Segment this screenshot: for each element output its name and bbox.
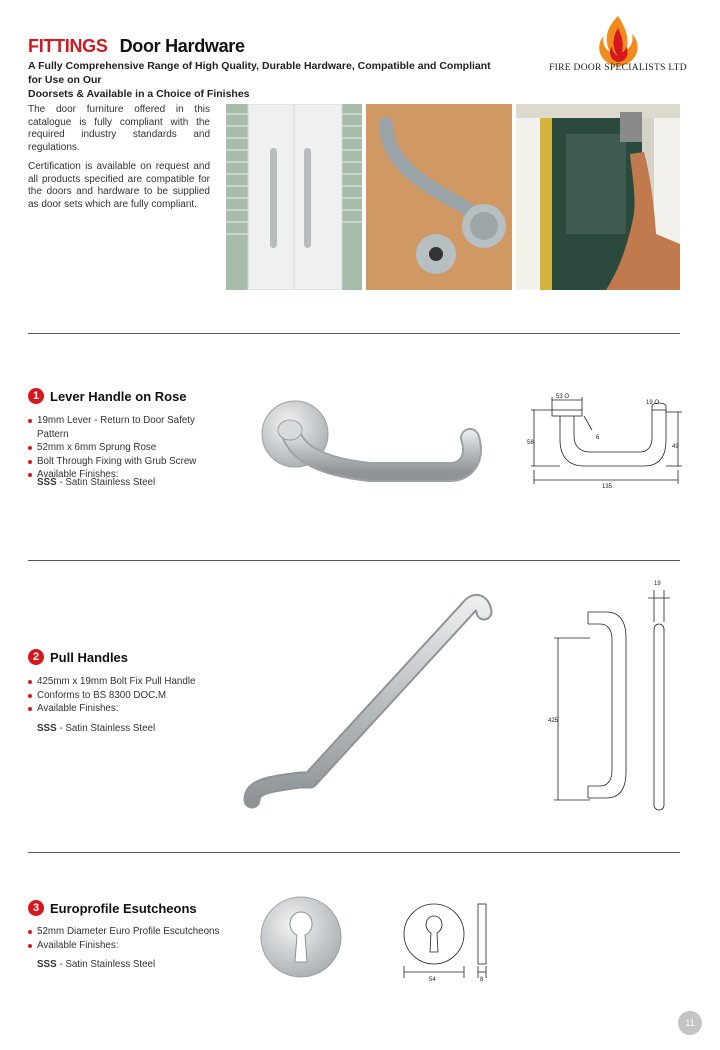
section-1-number: 1 bbox=[28, 388, 44, 404]
dim-handle-length: 425 bbox=[548, 718, 559, 724]
dim-length: 135 bbox=[602, 484, 613, 490]
section-2-heading: Pull Handles bbox=[50, 649, 129, 665]
section-3-number: 3 bbox=[28, 900, 44, 916]
section-3-bullets bbox=[28, 925, 228, 952]
section-1-finish bbox=[28, 476, 155, 489]
dim-projection-right: 49 bbox=[672, 444, 679, 450]
list-item: Conforms to BS 8300 DOC.M bbox=[28, 689, 228, 703]
finish-desc: - Satin Stainless Steel bbox=[56, 959, 156, 970]
section-2-finish bbox=[28, 722, 155, 735]
intro-paragraph-2: Certification is available on request and all products specified are compatible for the doors and hardware to be supplied as door sets which are fully compliant. bbox=[28, 161, 210, 210]
intro-paragraph-1: The door furniture offered in this catalogue is fully compliant with the required industry standards and regulations. bbox=[28, 104, 210, 153]
finish-desc: - Satin Stainless Steel bbox=[56, 477, 156, 488]
dim-rose-diameter: 53 O bbox=[556, 394, 570, 400]
dim-handle-diameter: 19 bbox=[654, 581, 661, 587]
photo-pull-handles-door bbox=[226, 104, 362, 290]
lever-handle-image bbox=[250, 392, 490, 492]
section-3-title bbox=[28, 900, 197, 916]
divider bbox=[28, 333, 680, 334]
section-3-heading: Europrofile Esutcheons bbox=[50, 900, 197, 916]
list-item: Available Finishes: bbox=[28, 939, 228, 953]
escutcheon-diagram bbox=[396, 900, 506, 986]
divider bbox=[28, 852, 680, 853]
dim-escutcheon-depth: 8 bbox=[480, 977, 484, 983]
list-item: 425mm x 19mm Bolt Fix Pull Handle bbox=[28, 675, 228, 689]
page-subtitle bbox=[28, 59, 498, 101]
list-item: Bolt Through Fixing with Grub Screw bbox=[28, 455, 228, 469]
section-1-title bbox=[28, 388, 187, 404]
pull-handle-image bbox=[230, 588, 500, 818]
page-number-badge: 11 bbox=[678, 1011, 702, 1035]
list-item: Available Finishes: bbox=[28, 468, 228, 482]
title-fittings: FITTINGS bbox=[28, 36, 108, 56]
list-item: 52mm x 6mm Sprung Rose bbox=[28, 441, 228, 455]
photo-lever-handle bbox=[366, 104, 512, 290]
escutcheon-image bbox=[256, 892, 346, 982]
list-item: 19mm Lever - Return to Door Safety Pattern bbox=[28, 414, 228, 441]
finish-desc: - Satin Stainless Steel bbox=[56, 723, 156, 734]
pull-handle-diagram bbox=[540, 576, 680, 812]
section-2-title bbox=[28, 649, 128, 665]
subtitle-line-2: Doorsets & Available in a Choice of Finishes bbox=[28, 88, 250, 100]
page-title bbox=[28, 36, 245, 57]
section-3-finish bbox=[28, 958, 155, 971]
dim-projection-left: 58 bbox=[527, 440, 534, 446]
list-item: 52mm Diameter Euro Profile Escutcheons bbox=[28, 925, 228, 939]
divider bbox=[28, 560, 680, 561]
finish-code: SSS bbox=[37, 477, 57, 488]
logo-text: FIRE DOOR SPECIALISTS LTD bbox=[549, 63, 687, 73]
dim-lever-diameter: 19 O bbox=[646, 400, 660, 406]
dim-rose-depth: 6 bbox=[596, 435, 600, 441]
subtitle-line-1: A Fully Comprehensive Range of High Quality, Durable Hardware, Compatible and Compliant for Use on Our bbox=[28, 60, 491, 86]
intro-text bbox=[28, 104, 210, 218]
section-1-heading: Lever Handle on Rose bbox=[50, 388, 187, 404]
section-2-bullets bbox=[28, 675, 228, 716]
photo-installation bbox=[516, 104, 680, 290]
section-2-number: 2 bbox=[28, 649, 44, 665]
lever-handle-diagram bbox=[526, 390, 690, 490]
finish-code: SSS bbox=[37, 959, 57, 970]
list-item: Available Finishes: bbox=[28, 702, 228, 716]
title-door-hardware: Door Hardware bbox=[119, 36, 245, 56]
finish-code: SSS bbox=[37, 723, 57, 734]
section-1-bullets bbox=[28, 414, 228, 482]
dim-escutcheon-diameter: 54 bbox=[429, 977, 436, 983]
